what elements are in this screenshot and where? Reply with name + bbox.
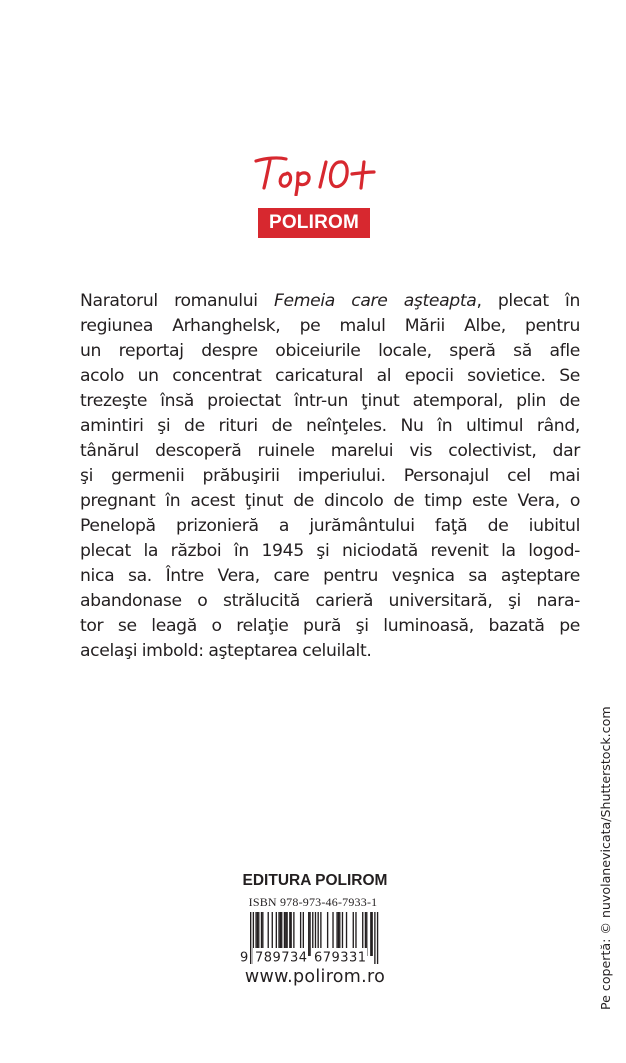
back-cover-blurb bbox=[80, 289, 580, 664]
barcode-digit-prefix: 9 bbox=[240, 950, 249, 964]
blurb-line bbox=[80, 289, 580, 314]
barcode-digit-group-left: 789734 bbox=[255, 950, 307, 964]
blurb-line: regiunea Arhanghelsk, pe malul Mării Albe, pentru bbox=[80, 316, 580, 336]
barcode-digit-group-right: 679331 bbox=[314, 950, 366, 964]
blurb-line: tor se leagă o relaţie pură şi luminoasă, bazată pe bbox=[80, 616, 580, 636]
blurb-line: un reportaj despre obiceiurile locale, speră să afle bbox=[80, 341, 580, 361]
blurb-line: Penelopă prizonieră a jurământului faţă de iubitul bbox=[80, 516, 580, 536]
blurb-text: , plecat în bbox=[476, 291, 580, 311]
blurb-line: acolo un concentrat caricatural al epocii sovietice. Se bbox=[80, 366, 580, 386]
publisher-website[interactable]: www.polirom.ro bbox=[244, 967, 386, 987]
imprint-publisher: EDITURA POLIROM bbox=[242, 872, 388, 889]
series-logo-top-10-plus bbox=[252, 152, 378, 196]
barcode-digits bbox=[238, 948, 380, 964]
publisher-badge-label: POLIROM bbox=[268, 212, 360, 233]
blurb-line: abandonase o strălucită carieră universitară, şi nara- bbox=[80, 591, 580, 611]
isbn-label: ISBN 978-973-46-7933-1 bbox=[248, 895, 378, 909]
blurb-line: pregnant în acest ţinut de dincolo de timp este Vera, o bbox=[80, 491, 580, 511]
blurb-line: amintiri şi de rituri de neînţeles. Nu în ultimul rând, bbox=[80, 416, 580, 436]
blurb-line: tânărul descoperă ruinele marelui vis colectivist, dar bbox=[80, 441, 580, 461]
blurb-line: şi germenii prăbuşirii imperiului. Personajul cel mai bbox=[80, 466, 580, 486]
blurb-line: plecat la război în 1945 şi niciodată revenit la logod- bbox=[80, 541, 580, 561]
publisher-badge bbox=[258, 208, 370, 238]
cover-photo-credit: Pe copertă: © nuvolanevicata/Shutterstock.com bbox=[598, 706, 613, 1010]
blurb-line: nica sa. Între Vera, care pentru veşnica sa aşteptare bbox=[80, 566, 580, 586]
blurb-line: acelaşi imbold: aşteptarea celuilalt. bbox=[80, 641, 372, 661]
blurb-line: trezeşte însă proiectat într-un ţinut atemporal, plin de bbox=[80, 391, 580, 411]
blurb-text: Naratorul romanului bbox=[80, 291, 274, 311]
book-title-italic: Femeia care aşteapta bbox=[273, 291, 477, 311]
series-logo-handwritten-icon bbox=[252, 152, 378, 196]
